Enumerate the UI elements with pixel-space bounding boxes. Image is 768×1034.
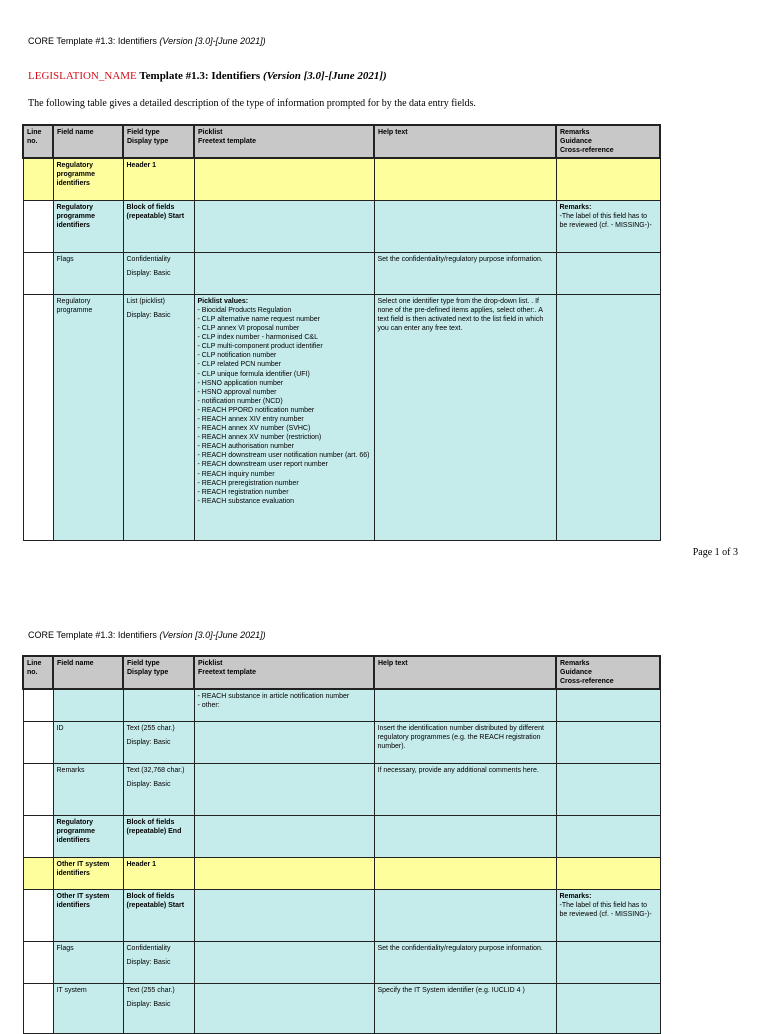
field-name-cell: Other IT system identifiers: [53, 889, 123, 941]
field-name-cell: Other IT system identifiers: [53, 857, 123, 889]
table-row: [23, 294, 660, 540]
field-name-cell: Regulatory programme identifiers: [53, 815, 123, 857]
help-text-cell: [374, 857, 556, 889]
help-text-cell: [374, 815, 556, 857]
picklist-cell: [194, 857, 374, 889]
remarks-cell: [556, 815, 660, 857]
picklist-value: - REACH authorisation number: [197, 443, 294, 451]
field-type-cell: Header 1: [123, 857, 194, 889]
field-name-cell: Remarks: [53, 763, 123, 815]
remarks-cell: Remarks: -The label of this field has to be reviewed (cf. - MISSING-)-: [556, 200, 660, 252]
table-row: [23, 200, 660, 252]
header-remarks: Remarks Guidance Cross-reference: [556, 656, 660, 689]
line-no-cell: [23, 983, 53, 1033]
header-field-name: Field name: [53, 656, 123, 689]
picklist-cell: [194, 721, 374, 763]
field-name-cell: Flags: [53, 252, 123, 294]
help-text-cell: [374, 689, 556, 721]
header-help-text: Help text: [374, 125, 556, 158]
running-header-version: (Version [3.0]-[June 2021]): [159, 36, 266, 46]
fields-table-page1: [22, 124, 661, 541]
help-text-cell: Set the confidentiality/regulatory purpose information.: [374, 941, 556, 983]
field-name-cell: Regulatory programme identifiers: [53, 158, 123, 200]
field-type-cell: Block of fields (repeatable) Start: [123, 200, 194, 252]
picklist-value: - REACH inquiry number: [197, 470, 275, 478]
picklist-value: - CLP multi-component product identifier: [197, 343, 323, 351]
document-title: [28, 70, 387, 82]
remarks-cell: [556, 252, 660, 294]
table-row: [23, 983, 660, 1033]
field-type-cell: [123, 689, 194, 721]
line-no-cell: [23, 689, 53, 721]
help-text-cell: [374, 200, 556, 252]
picklist-value: - REACH downstream user report number: [197, 461, 328, 469]
help-text-cell: [374, 889, 556, 941]
field-name-cell: ID: [53, 721, 123, 763]
picklist-value: - CLP index number - harmonised C&L: [197, 334, 318, 342]
page-number: Page 1 of 3: [692, 547, 738, 558]
running-header: [28, 36, 266, 46]
field-name-cell: Regulatory programme identifiers: [53, 200, 123, 252]
help-text-cell: Specify the IT System identifier (e.g. IUCLID 4 ): [374, 983, 556, 1033]
header-remarks: Remarks Guidance Cross-reference: [556, 125, 660, 158]
picklist-value: - REACH PPORD notification number: [197, 406, 315, 414]
remarks-cell: [556, 158, 660, 200]
remarks-cell: Remarks: -The label of this field has to be reviewed (cf. - MISSING-)-: [556, 889, 660, 941]
picklist-cell: [194, 941, 374, 983]
remarks-cell: [556, 689, 660, 721]
running-header-page2: [28, 630, 266, 640]
picklist-cell: [194, 158, 374, 200]
remarks-cell: [556, 763, 660, 815]
field-type-cell: Text (32,768 char.) Display: Basic: [123, 763, 194, 815]
field-name-cell: Regulatory programme: [53, 294, 123, 540]
help-text-cell: Set the confidentiality/regulatory purpose information.: [374, 252, 556, 294]
table-row: [23, 252, 660, 294]
picklist-cell: [194, 294, 374, 540]
table-row: [23, 158, 660, 200]
line-no-cell: [23, 158, 53, 200]
picklist-value: - CLP notification number: [197, 352, 277, 360]
header-help-text: Help text: [374, 656, 556, 689]
header-picklist: Picklist Freetext template: [194, 656, 374, 689]
remarks-cell: [556, 941, 660, 983]
line-no-cell: [23, 857, 53, 889]
field-type-cell: Confidentiality Display: Basic: [123, 252, 194, 294]
header-line-no: Line no.: [23, 656, 53, 689]
line-no-cell: [23, 815, 53, 857]
picklist-value: - REACH substance evaluation: [197, 497, 294, 505]
picklist-title: Picklist values:: [197, 297, 249, 305]
picklist-value: - HSNO approval number: [197, 388, 277, 396]
title-text: Template #1.3: Identifiers: [136, 70, 263, 82]
field-type-cell: Text (255 char.) Display: Basic: [123, 983, 194, 1033]
help-text-cell: Select one identifier type from the drop-down list. . If none of the pre-defined items applies, select other:. A text field is then activated next to the list field in which you can enter any free text.: [374, 294, 556, 540]
field-type-cell: List (picklist) Display: Basic: [123, 294, 194, 540]
header-field-name: Field name: [53, 125, 123, 158]
intro-paragraph: The following table gives a detailed description of the type of information prompted for by the data entry fields.: [28, 98, 476, 109]
legislation-name: LEGISLATION_NAME: [28, 70, 137, 82]
field-type-cell: Header 1: [123, 158, 194, 200]
remarks-cell: [556, 857, 660, 889]
table-row: [23, 857, 660, 889]
table-row: [23, 889, 660, 941]
header-field-type: Field type Display type: [123, 656, 194, 689]
remarks-cell: [556, 721, 660, 763]
line-no-cell: [23, 889, 53, 941]
picklist-value: - REACH downstream user notification number (art. 66): [197, 452, 370, 460]
remarks-cell: [556, 294, 660, 540]
remarks-cell: [556, 983, 660, 1033]
line-no-cell: [23, 200, 53, 252]
picklist-value: - CLP related PCN number: [197, 361, 282, 369]
field-name-cell: [53, 689, 123, 721]
picklist-cell: [194, 815, 374, 857]
picklist-value: - REACH annex XV number (restriction): [197, 434, 322, 442]
picklist-value: - REACH annex XIV entry number: [197, 416, 304, 423]
line-no-cell: [23, 763, 53, 815]
table-row: [23, 815, 660, 857]
line-no-cell: [23, 941, 53, 983]
line-no-cell: [23, 252, 53, 294]
table-row: [23, 689, 660, 721]
picklist-cell: [194, 889, 374, 941]
picklist-value: - CLP annex VI proposal number: [197, 325, 300, 333]
picklist-cell: - REACH substance in article notification number - other:: [194, 689, 374, 721]
line-no-cell: [23, 721, 53, 763]
picklist-value: - Biocidal Products Regulation: [197, 306, 292, 314]
header-picklist: Picklist Freetext template: [194, 125, 374, 158]
fields-table-page2: [22, 655, 661, 1034]
picklist-value: - notification number (NCD): [197, 397, 283, 405]
table-row: [23, 721, 660, 763]
table-row: [23, 941, 660, 983]
picklist-value: - REACH registration number: [197, 488, 289, 496]
help-text-cell: If necessary, provide any additional comments here.: [374, 763, 556, 815]
table-row: [23, 763, 660, 815]
picklist-value: - REACH preregistration number: [197, 479, 299, 487]
running-header-version: (Version [3.0]-[June 2021]): [159, 630, 266, 640]
table-header-row: [23, 125, 660, 158]
table-header-row: [23, 656, 660, 689]
picklist-value: - HSNO application number: [197, 379, 284, 387]
picklist-values: [198, 306, 371, 506]
picklist-value: - CLP unique formula identifier (UFI): [197, 370, 310, 378]
picklist-value: - REACH annex XV number (SVHC): [197, 425, 311, 433]
picklist-cell: [194, 763, 374, 815]
running-header-text: CORE Template #1.3: Identifiers: [28, 36, 160, 46]
field-type-cell: Block of fields (repeatable) End: [123, 815, 194, 857]
field-type-cell: Text (255 char.) Display: Basic: [123, 721, 194, 763]
help-text-cell: [374, 158, 556, 200]
field-name-cell: IT system: [53, 983, 123, 1033]
picklist-cell: [194, 200, 374, 252]
running-header-text: CORE Template #1.3: Identifiers: [28, 630, 160, 640]
field-type-cell: Confidentiality Display: Basic: [123, 941, 194, 983]
help-text-cell: Insert the identification number distributed by different regulatory programmes (e.g. the REACH registration number).: [374, 721, 556, 763]
title-version: (Version [3.0]-[June 2021]): [262, 70, 387, 82]
field-type-cell: Block of fields (repeatable) Start: [123, 889, 194, 941]
header-field-type: Field type Display type: [123, 125, 194, 158]
header-line-no: Line no.: [23, 125, 53, 158]
picklist-value: - CLP alternative name request number: [197, 315, 320, 323]
picklist-cell: [194, 252, 374, 294]
picklist-cell: [194, 983, 374, 1033]
line-no-cell: [23, 294, 53, 540]
field-name-cell: Flags: [53, 941, 123, 983]
